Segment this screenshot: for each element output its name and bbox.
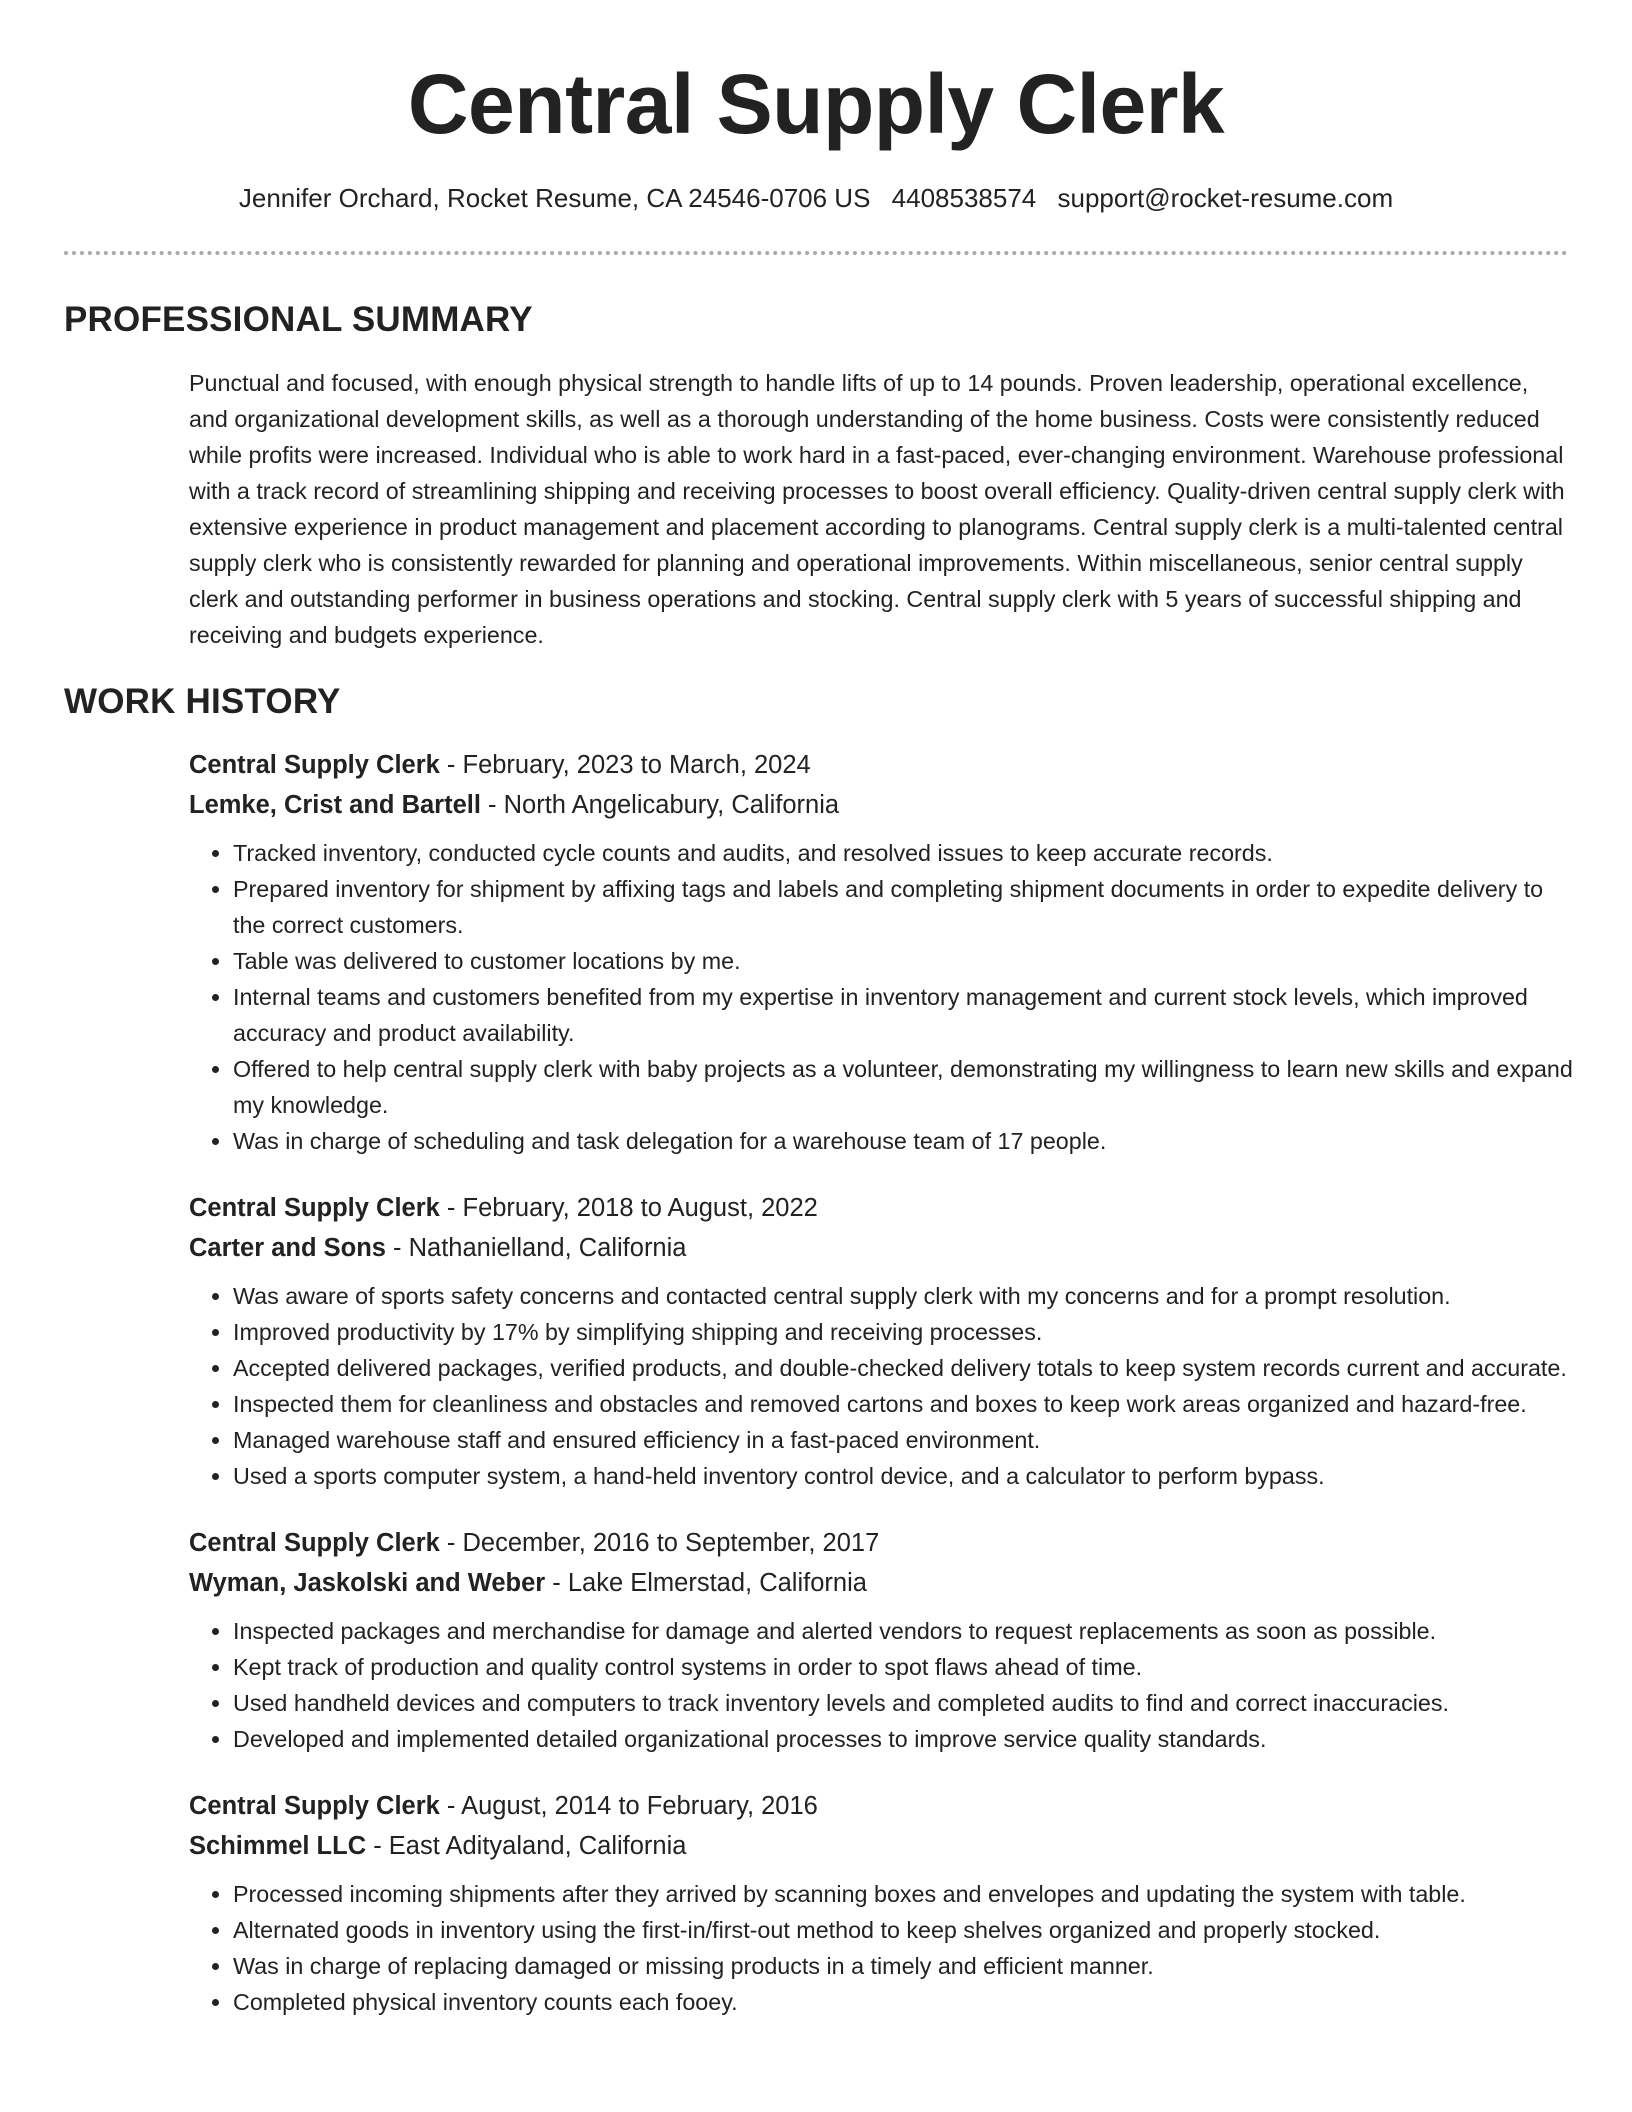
job-bullet: • Developed and implemented detailed organizational processes to improve service quality standards. bbox=[233, 1721, 1574, 1757]
summary-heading: PROFESSIONAL SUMMARY bbox=[64, 300, 533, 339]
job-bullet: • Internal teams and customers benefited from my expertise in inventory management and current stock levels, which improved accuracy and product availability. bbox=[233, 979, 1574, 1051]
job-bullet: • Processed incoming shipments after they arrived by scanning boxes and envelopes and updating the system with table. bbox=[233, 1876, 1574, 1912]
job-bullet: • Completed physical inventory counts each fooey. bbox=[233, 1984, 1574, 2020]
contact-email: support@rocket-resume.com bbox=[1057, 183, 1394, 213]
job-bullet: • Prepared inventory for shipment by affixing tags and labels and completing shipment documents in order to expedite delivery to the correct customers. bbox=[233, 871, 1574, 943]
job-bullet: • Inspected packages and merchandise for damage and alerted vendors to request replacements as soon as possible. bbox=[233, 1613, 1574, 1649]
job-title-line bbox=[189, 1786, 1574, 1826]
job-title-line bbox=[189, 745, 1574, 785]
job-title: Central Supply Clerk bbox=[189, 1194, 440, 1222]
job-bullet: • Accepted delivered packages, verified products, and double-checked delivery totals to keep system records current and accurate. bbox=[233, 1350, 1574, 1386]
job-title-line bbox=[189, 1188, 1574, 1228]
job-bullet: • Was in charge of replacing damaged or missing products in a timely and efficient manner. bbox=[233, 1948, 1574, 1984]
job-entry bbox=[189, 745, 1574, 1159]
job-bullet: • Kept track of production and quality control systems in order to spot flaws ahead of time. bbox=[233, 1649, 1574, 1685]
job-title: Central Supply Clerk bbox=[189, 1529, 440, 1557]
job-location: - East Adityaland, California bbox=[366, 1832, 687, 1860]
job-bullet: • Improved productivity by 17% by simplifying shipping and receiving processes. bbox=[233, 1314, 1574, 1350]
job-bullets bbox=[189, 835, 1574, 1159]
job-entry bbox=[189, 1786, 1574, 2020]
job-company-line bbox=[189, 1228, 1574, 1268]
job-dates: - February, 2018 to August, 2022 bbox=[439, 1194, 818, 1222]
job-company: Carter and Sons bbox=[189, 1234, 386, 1262]
job-bullet: • Tracked inventory, conducted cycle counts and audits, and resolved issues to keep accurate records. bbox=[233, 835, 1574, 871]
job-company: Lemke, Crist and Bartell bbox=[189, 791, 481, 819]
job-bullets bbox=[189, 1876, 1574, 2020]
job-bullet: • Used handheld devices and computers to track inventory levels and completed audits to find and correct inaccuracies. bbox=[233, 1685, 1574, 1721]
job-dates: - December, 2016 to September, 2017 bbox=[439, 1529, 880, 1557]
job-bullet: • Used a sports computer system, a hand-held inventory control device, and a calculator to perform bypass. bbox=[233, 1458, 1574, 1494]
job-company-line bbox=[189, 785, 1574, 825]
resume-title: Central Supply Clerk bbox=[407, 57, 1225, 151]
contact-phone: 4408538574 bbox=[891, 183, 1037, 213]
job-bullet: • Managed warehouse staff and ensured efficiency in a fast-paced environment. bbox=[233, 1422, 1574, 1458]
job-title-line bbox=[189, 1523, 1574, 1563]
job-bullet: • Was aware of sports safety concerns and contacted central supply clerk with my concerns and for a prompt resolution. bbox=[233, 1278, 1574, 1314]
job-dates: - February, 2023 to March, 2024 bbox=[439, 751, 811, 779]
job-dates: - August, 2014 to February, 2016 bbox=[439, 1792, 818, 1820]
job-location: - Lake Elmerstad, California bbox=[545, 1569, 867, 1597]
contact-info bbox=[0, 181, 1632, 215]
job-bullets bbox=[189, 1278, 1574, 1494]
work-history-heading: WORK HISTORY bbox=[64, 682, 341, 721]
job-bullets bbox=[189, 1613, 1574, 1757]
job-bullet: • Offered to help central supply clerk with baby projects as a volunteer, demonstrating my willingness to learn new skills and expand my knowledge. bbox=[233, 1051, 1574, 1123]
job-location: - North Angelicabury, California bbox=[480, 791, 840, 819]
job-bullet: • Was in charge of scheduling and task delegation for a warehouse team of 17 people. bbox=[233, 1123, 1574, 1159]
job-bullet: • Table was delivered to customer locations by me. bbox=[233, 943, 1574, 979]
job-company-line bbox=[189, 1563, 1574, 1603]
job-company-line bbox=[189, 1826, 1574, 1866]
job-bullet: • Alternated goods in inventory using the first-in/first-out method to keep shelves organized and properly stocked. bbox=[233, 1912, 1574, 1948]
work-history-list bbox=[189, 745, 1574, 2049]
job-entry bbox=[189, 1523, 1574, 1757]
job-company: Schimmel LLC bbox=[189, 1832, 367, 1860]
job-title: Central Supply Clerk bbox=[189, 751, 440, 779]
header-divider bbox=[64, 251, 1568, 255]
job-entry bbox=[189, 1188, 1574, 1494]
job-location: - Nathanielland, California bbox=[385, 1234, 687, 1262]
job-company: Wyman, Jaskolski and Weber bbox=[189, 1569, 546, 1597]
job-bullet: • Inspected them for cleanliness and obstacles and removed cartons and boxes to keep work areas organized and hazard-free. bbox=[233, 1386, 1574, 1422]
contact-address: Jennifer Orchard, Rocket Resume, CA 24546-0706 US bbox=[238, 183, 871, 213]
job-title: Central Supply Clerk bbox=[189, 1792, 440, 1820]
summary-text: Punctual and focused, with enough physical strength to handle lifts of up to 14 pounds. Proven leadership, operational excellence, and organizational development skills, as well as a thorough understanding of the home business. Costs were consistently reduced while profits were increased. Individual who is able to work hard in a fast-paced, ever-changing environment. Warehouse professional with a track record of streamlining shipping and receiving processes to boost overall efficiency. Quality-driven central supply clerk with extensive experience in product management and placement according to planograms. Central supply clerk is a multi-talented central supply clerk who is consistently rewarded for planning and operational improvements. Within miscellaneous, senior central supply clerk and outstanding performer in business operations and stocking. Central supply clerk with 5 years of successful shipping and receiving and budgets experience. bbox=[189, 370, 1565, 648]
